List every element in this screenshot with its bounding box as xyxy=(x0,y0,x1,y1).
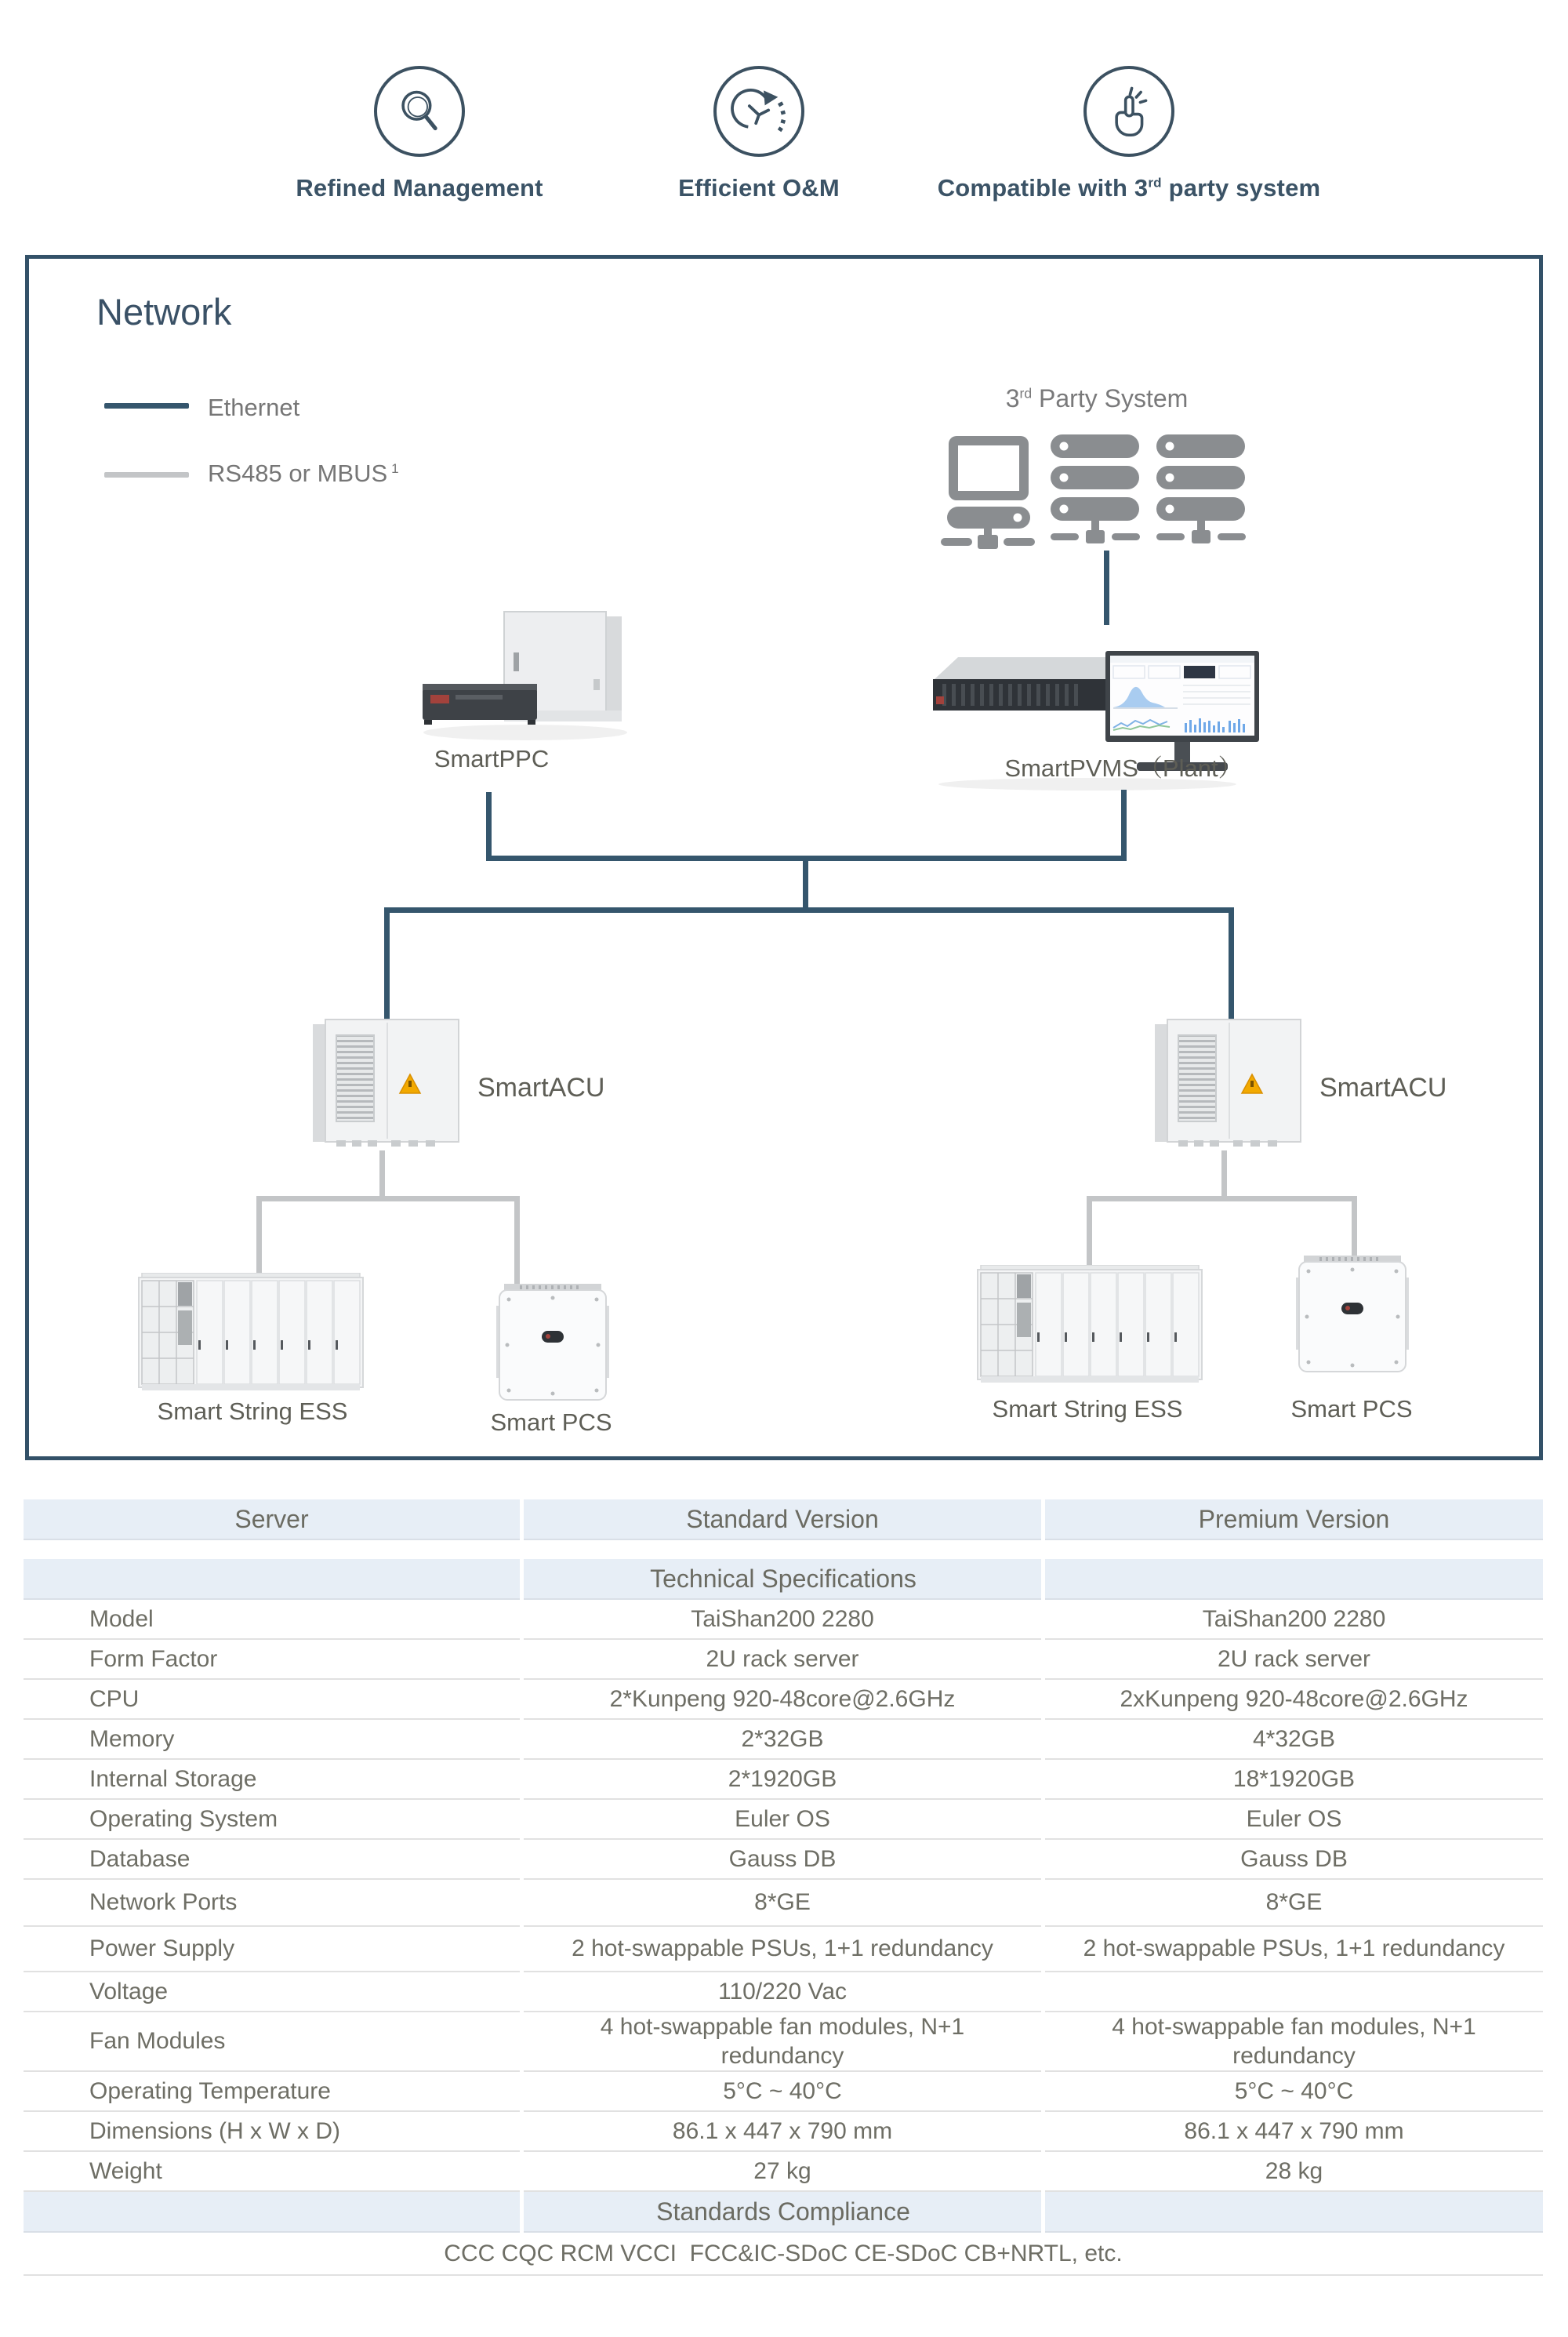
table-row: Operating System Euler OS Euler OS xyxy=(24,1800,1543,1840)
table-row: Model TaiShan200 2280 TaiShan200 2280 xyxy=(24,1600,1543,1640)
legend-rs485-line xyxy=(104,472,189,478)
rs485-line xyxy=(379,1150,385,1199)
table-row: Fan Modules 4 hot-swappable fan modules, N+1 redundancy 4 hot-swappable fan modules, N+1 redundancy xyxy=(24,2012,1543,2072)
server-stack-icon xyxy=(1156,433,1247,552)
standards-compliance-row xyxy=(24,2192,1543,2233)
ethernet-drop-center xyxy=(803,856,808,913)
ethernet-drop-right-acu xyxy=(1229,907,1234,1020)
smartacu-illustration xyxy=(313,1016,466,1154)
table-spacer xyxy=(24,1540,1543,1559)
server-stack-icon xyxy=(1051,433,1142,552)
network-diagram-panel xyxy=(25,255,1543,1460)
rs485-line xyxy=(1221,1150,1227,1199)
third-party-system-label: 3rd Party System xyxy=(1005,384,1189,413)
smartpvms-label: SmartPVMS（Plant） xyxy=(1004,754,1243,782)
table-row: Operating Temperature 5°C ~ 40°C 5°C ~ 40°C xyxy=(24,2072,1543,2112)
ethernet-connector xyxy=(1104,551,1109,625)
smartacu-right-label: SmartACU xyxy=(1319,1073,1447,1103)
ethernet-bus-lower xyxy=(384,907,1234,913)
network-title: Network xyxy=(96,291,232,333)
rs485-drop-pcs-left xyxy=(514,1196,520,1288)
smart-pcs-illustration xyxy=(496,1284,609,1403)
rs485-bus-right xyxy=(1087,1196,1357,1201)
table-row: Internal Storage 2*1920GB 18*1920GB xyxy=(24,1760,1543,1800)
ess-right-label: Smart String ESS xyxy=(992,1395,1183,1423)
ethernet-drop-left-acu xyxy=(384,907,390,1020)
legend-rs485-label: RS485 or MBUS $^1$ xyxy=(208,460,399,487)
table-row: Weight 27 kg 28 kg xyxy=(24,2152,1543,2192)
smartppc-illustration xyxy=(396,607,631,748)
table-row: CPU 2*Kunpeng 920-48core@2.6GHz 2xKunpeng 920-48core@2.6GHz xyxy=(24,1680,1543,1720)
table-row: Power Supply 2 hot-swappable PSUs, 1+1 redundancy 2 hot-swappable PSUs, 1+1 redundancy xyxy=(24,1927,1543,1972)
section-header-row xyxy=(24,1559,1543,1600)
ethernet-line-smartpvms xyxy=(1121,790,1127,861)
ethernet-line-smartppc xyxy=(486,792,492,861)
table-row: Form Factor 2U rack server 2U rack server xyxy=(24,1640,1543,1680)
table-row: Voltage 110/220 Vac xyxy=(24,1972,1543,2012)
section-header-label: Technical Specifications xyxy=(650,1564,916,1593)
column-header-premium: Premium Version xyxy=(1045,1499,1543,1540)
feature-compatible-3rd-party xyxy=(878,66,1380,202)
standards-compliance-label: Standards Compliance xyxy=(656,2197,910,2226)
feature-circle xyxy=(374,66,465,157)
table-row: Network Ports 8*GE 8*GE xyxy=(24,1880,1543,1927)
table-row: Dimensions (H x W x D) 86.1 x 447 x 790 mm 86.1 x 447 x 790 mm xyxy=(24,2112,1543,2152)
rs485-drop-ess-right xyxy=(1087,1196,1092,1268)
rs485-drop-ess-left xyxy=(256,1196,262,1277)
server-spec-table xyxy=(24,1499,1543,2276)
pcs-left-label: Smart PCS xyxy=(490,1408,612,1436)
table-row: Memory 2*32GB 4*32GB xyxy=(24,1720,1543,1760)
legend-ethernet-label: Ethernet xyxy=(208,394,300,421)
smart-string-ess-illustration xyxy=(137,1273,366,1395)
column-header-server: Server xyxy=(24,1499,520,1540)
column-header-standard: Standard Version xyxy=(524,1499,1041,1540)
magnifier-icon xyxy=(391,83,448,140)
legend-ethernet-line xyxy=(104,403,189,409)
smart-string-ess-illustration xyxy=(976,1265,1205,1387)
efficiency-clock-icon xyxy=(729,82,789,141)
smartacu-left-label: SmartACU xyxy=(477,1073,605,1103)
feature-label: Efficient O&M xyxy=(678,174,840,202)
feature-label: Refined Management xyxy=(296,174,543,202)
standards-compliance-value: CCC CQC RCM VCCI FCC&IC-SDoC CE-SDoC CB+NRTL, etc. xyxy=(24,2233,1543,2276)
smartppc-label: SmartPPC xyxy=(434,745,550,772)
pcs-right-label: Smart PCS xyxy=(1290,1395,1413,1423)
ess-left-label: Smart String ESS xyxy=(157,1397,348,1425)
feature-circle xyxy=(1083,66,1174,157)
smart-pcs-illustration xyxy=(1296,1256,1409,1375)
rs485-bus-left xyxy=(256,1196,520,1201)
rs485-drop-pcs-right xyxy=(1352,1196,1357,1259)
table-row: Database Gauss DB Gauss DB xyxy=(24,1840,1543,1880)
feature-label: Compatible with 3rd party system xyxy=(937,174,1321,202)
smartacu-illustration xyxy=(1155,1016,1308,1154)
desktop-computer-icon xyxy=(941,433,1044,552)
feature-circle xyxy=(713,66,804,157)
table-header-row xyxy=(24,1499,1543,1540)
snap-fingers-icon xyxy=(1101,83,1157,140)
